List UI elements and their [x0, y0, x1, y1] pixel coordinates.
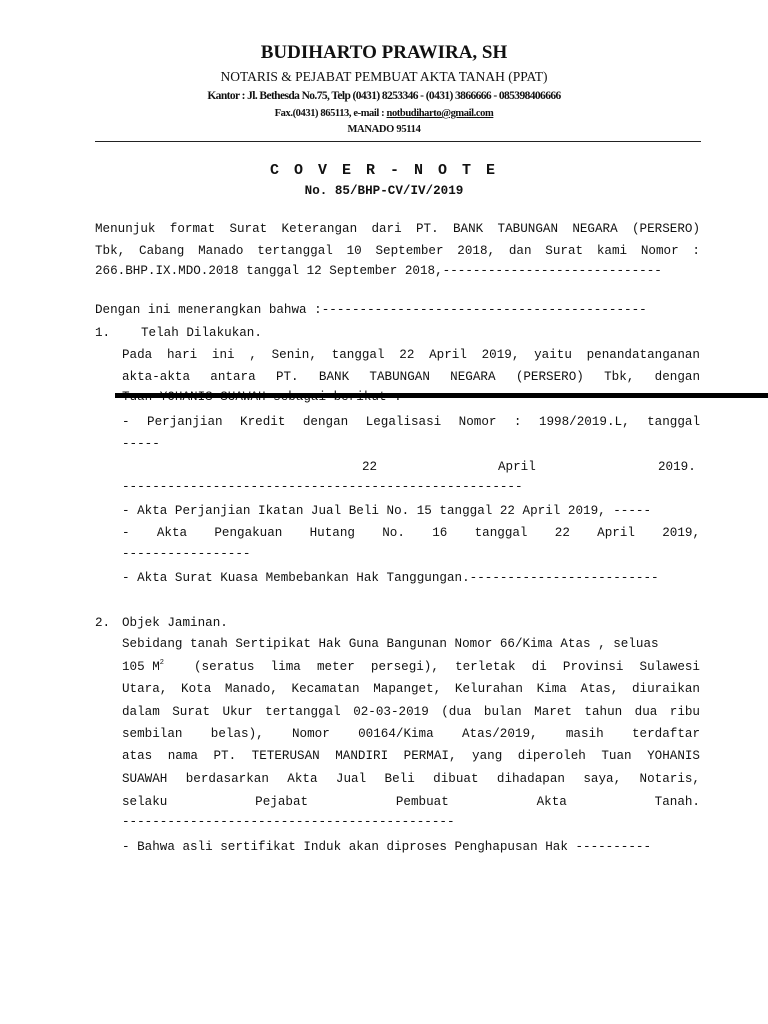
- section1-title: Telah Dilakukan.: [141, 326, 262, 340]
- intro-line-1: Menunjuk format Surat Keterangan dari PT. BANK TABUNGAN NEGARA (PERSERO): [95, 222, 700, 236]
- item-pengakuan-hutang: - Akta Pengakuan Hutang No. 16 tanggal 22 April 2019,: [122, 526, 700, 540]
- section2-line-7: SUAWAH berdasarkan Akta Jual Beli dibuat dihadapan saya, Notaris,: [122, 772, 700, 786]
- item-date-year: 2019.: [658, 460, 696, 474]
- area-value: 105 M: [122, 660, 160, 674]
- fax-email-line: [0, 108, 768, 119]
- redaction-bar: [115, 393, 768, 398]
- section2-last-line: - Bahwa asli sertifikat Induk akan diproses Penghapusan Hak ----------: [122, 840, 652, 854]
- email-link[interactable]: notbudiharto@gmail.com: [386, 108, 494, 119]
- city-line: MANADO 95114: [347, 124, 421, 135]
- section2-line-1: Sebidang tanah Sertipikat Hak Guna Bangunan Nomor 66/Kima Atas , seluas: [122, 637, 659, 651]
- section1-number: 1.: [95, 326, 111, 340]
- area-superscript: 2: [159, 659, 164, 667]
- item-date-day: 22: [362, 460, 378, 474]
- item-date-month: April: [498, 460, 536, 474]
- office-address: Kantor : Jl. Bethesda No.75, Telp (0431) 8253346 - (0431) 3866666 - 085398406666: [207, 90, 561, 102]
- section1-para-2: akta-akta antara PT. BANK TABUNGAN NEGARA (PERSERO) Tbk, dengan: [122, 370, 700, 384]
- intro-line-2: Tbk, Cabang Manado tertanggal 10 September 2018, dan Surat kami Nomor :: [95, 244, 700, 258]
- statement-line: Dengan ini menerangkan bahwa :-------------------------------------------: [95, 303, 647, 317]
- doc-title: C O V E R - N O T E: [269, 162, 499, 179]
- item-pengakuan-hutang-dash: -----------------: [122, 547, 251, 561]
- notary-title: NOTARIS & PEJABAT PEMBUAT AKTA TANAH (PPAT): [220, 69, 548, 84]
- section2-line-8: selaku Pejabat Pembuat Akta Tanah.: [122, 795, 700, 809]
- fax-label: Fax.(0431) 865113, e-mail :: [274, 108, 387, 119]
- section2-line-4: dalam Surat Ukur tertanggal 02-03-2019 (dua bulan Maret tahun dua ribu: [122, 705, 700, 719]
- section2-title: Objek Jaminan.: [122, 616, 228, 630]
- header-divider: [95, 141, 701, 142]
- section2-dash: --------------------------------------------: [122, 815, 455, 829]
- doc-number: No. 85/BHP-CV/IV/2019: [304, 184, 464, 198]
- item-perjanjian-kredit-dash: -----: [122, 437, 160, 451]
- item-kuasa-hak-tanggungan: - Akta Surat Kuasa Membebankan Hak Tanggungan.-------------------------: [122, 571, 659, 585]
- section1-para-1: Pada hari ini , Senin, tanggal 22 April 2019, yaitu penandatanganan: [122, 348, 700, 362]
- item-date-dash: -----------------------------------------------------: [122, 480, 523, 494]
- section2-area: [122, 660, 164, 674]
- item-ikatan-jual-beli: - Akta Perjanjian Ikatan Jual Beli No. 15 tanggal 22 April 2019, -----: [122, 504, 652, 518]
- section2-number: 2.: [95, 616, 111, 630]
- section2-line-2: (seratus lima meter persegi), terletak di Provinsi Sulawesi: [194, 660, 700, 674]
- item-perjanjian-kredit: - Perjanjian Kredit dengan Legalisasi Nomor : 1998/2019.L, tanggal: [122, 415, 700, 429]
- intro-line-3: 266.BHP.IX.MDO.2018 tanggal 12 September 2018,-----------------------------: [95, 264, 662, 278]
- section2-line-3: Utara, Kota Manado, Kecamatan Mapanget, Kelurahan Kima Atas, diuraikan: [122, 682, 700, 696]
- section2-line-6: atas nama PT. TETERUSAN MANDIRI PERMAI, yang diperoleh Tuan YOHANIS: [122, 749, 700, 763]
- section2-line-5: sembilan belas), Nomor 00164/Kima Atas/2019, masih terdaftar: [122, 727, 700, 741]
- notary-name: BUDIHARTO PRAWIRA, SH: [260, 42, 508, 63]
